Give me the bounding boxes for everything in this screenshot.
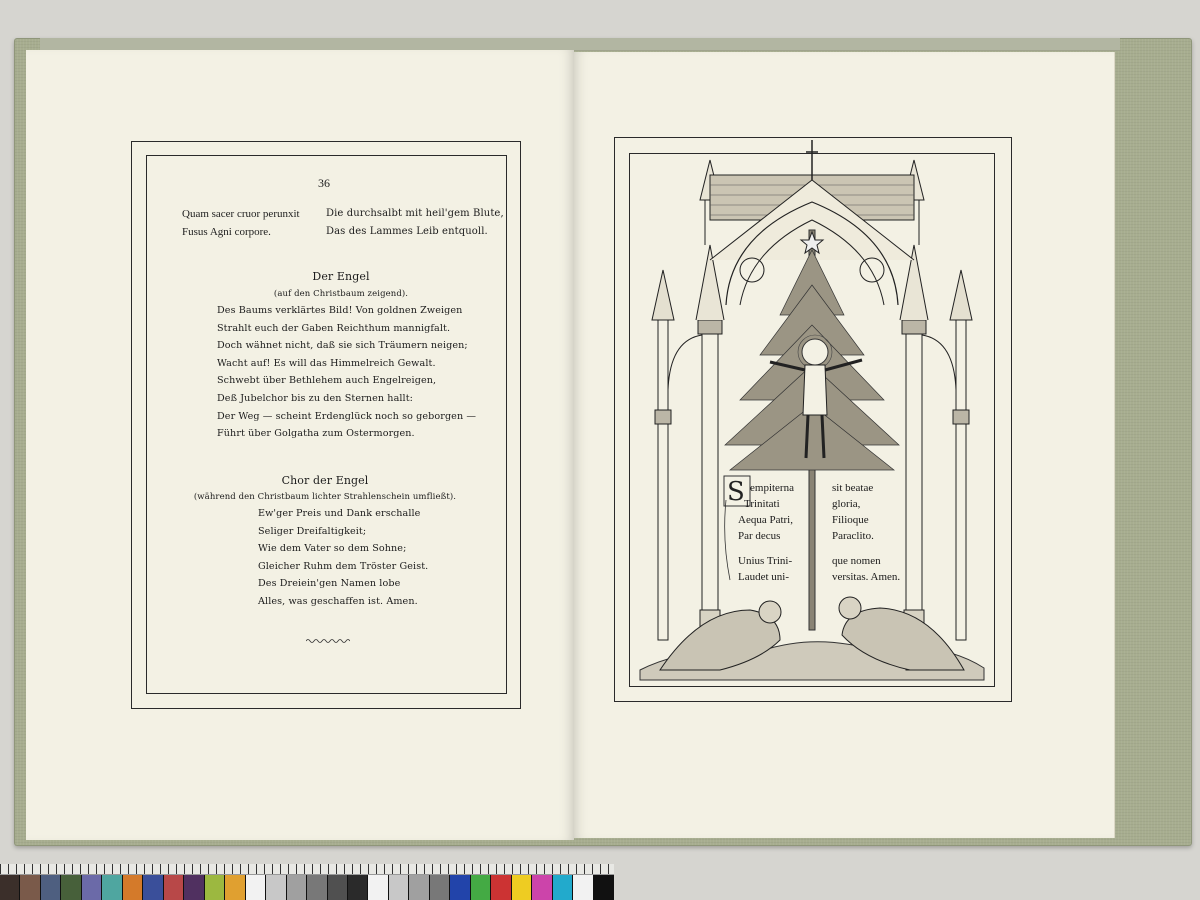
latin-line-6b: versitas. Amen. — [832, 571, 901, 583]
latin-verse — [182, 205, 300, 241]
german-line: Die durchsalbt mit heil'gem Blute, — [326, 208, 504, 219]
latin-line-2b: gloria, — [832, 498, 861, 510]
section-heading-choir: Chor der Engel — [281, 474, 369, 487]
german-line: Das des Lammes Leib entquoll. — [326, 226, 488, 237]
verse-line: Strahlt euch der Gaben Reichthum mannigfalt. — [217, 322, 451, 334]
section-heading-angel: Der Engel — [312, 270, 370, 283]
color-swatches — [0, 875, 614, 900]
latin-line-3a: Aequa Patri, — [738, 514, 793, 526]
latin-line-3b: Filioque — [832, 514, 869, 526]
angel-verse — [217, 305, 476, 446]
ruler-scale — [0, 864, 614, 875]
verse-line: Führt über Golgatha zum Ostermorgen. — [217, 428, 415, 440]
latin-line: Quam sacer cruor perunxit — [182, 208, 300, 220]
verse-line: Doch wähnet nicht, daß sie sich Träumern neigen; — [217, 340, 468, 352]
latin-line-5b: que nomen — [832, 555, 881, 567]
latin-line-4b: Paraclito. — [832, 530, 874, 542]
latin-line-2a: Trinitati — [744, 498, 780, 510]
verse-line: Des Baums verklärtes Bild! Von goldnen Zweigen — [217, 305, 463, 316]
latin-line-1b: sit beatae — [832, 482, 874, 494]
decorative-wave-rule-icon — [306, 638, 350, 644]
verse-line: Deß Jubelchor bis zu den Sternen hallt: — [217, 392, 414, 404]
verse-line: Seliger Dreifaltigkeit; — [258, 525, 367, 537]
verse-line: Ew'ger Preis und Dank erschalle — [258, 508, 421, 519]
section-subheading-angel: (auf den Christbaum zeigend). — [273, 289, 409, 299]
german-verse — [326, 205, 504, 241]
verse-line: Gleicher Ruhm dem Tröster Geist. — [258, 560, 429, 572]
page-number: 36 — [318, 176, 330, 190]
verse-line: Der Weg — scheint Erdenglück noch so geborgen — — [217, 410, 477, 422]
color-calibration-strip — [0, 864, 614, 900]
latin-line-4a: Par decus — [738, 530, 781, 542]
latin-line-5a: Unius Trini- — [738, 555, 793, 567]
latin-line: Fusus Agni corpore. — [182, 226, 271, 238]
decorated-initial: S — [727, 477, 745, 507]
gothic-canopy-christmas-tree-engraving-icon — [630, 140, 994, 684]
section-subheading-choir: (während den Christbaum lichter Strahlenschein umfließt). — [193, 492, 457, 502]
choir-verse — [258, 508, 428, 614]
latin-line-1a: empiterna — [750, 482, 794, 494]
latin-line-6a: Laudet uni- — [738, 571, 790, 583]
verse-line: Des Dreiein'gen Namen lobe — [258, 578, 401, 590]
verse-line: Schwebt über Bethlehem auch Engelreigen, — [217, 375, 437, 387]
verse-line: Alles, was geschaffen ist. Amen. — [258, 595, 418, 607]
verse-line: Wacht auf! Es will das Himmelreich Gewalt. — [217, 357, 436, 369]
verse-line: Wie dem Vater so dem Sohne; — [258, 543, 407, 555]
